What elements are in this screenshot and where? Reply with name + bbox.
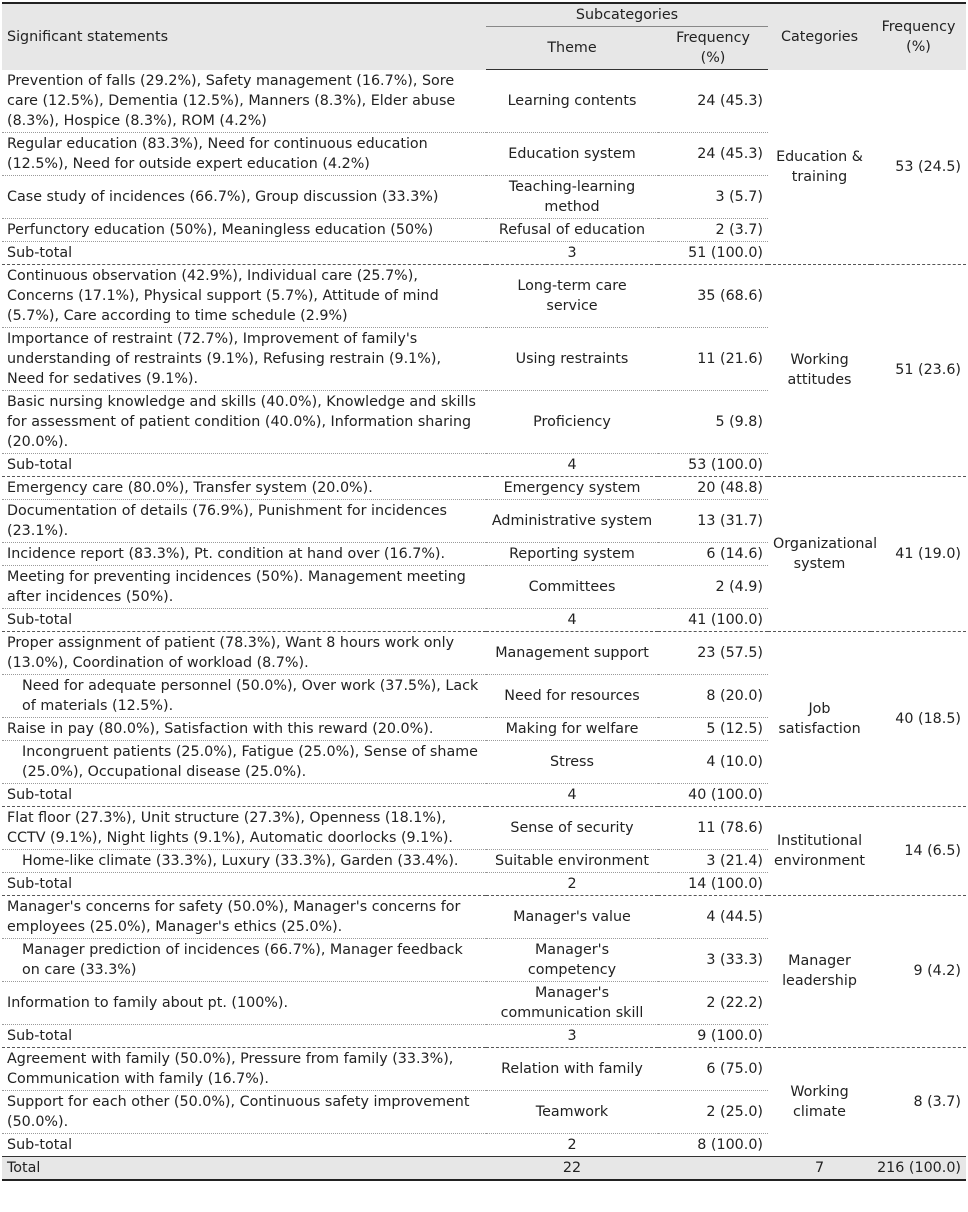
theme-cell: Stress (486, 740, 658, 783)
category-cell: Education & training (768, 70, 871, 265)
theme-cell: Teaching-learning method (486, 175, 658, 218)
statement-cell: Incidence report (83.3%), Pt. condition at hand over (16.7%). (2, 542, 486, 565)
subtotal-label: Sub-total (2, 1024, 486, 1047)
frequency-cell: 5 (12.5) (658, 717, 768, 740)
theme-cell: Proficiency (486, 390, 658, 453)
frequency-cell: 3 (21.4) (658, 849, 768, 872)
total-empty-cell (658, 1156, 768, 1180)
total-label: Total (2, 1156, 486, 1180)
theme-cell: Refusal of education (486, 218, 658, 241)
total-row (2, 1156, 966, 1180)
category-cell: Manager leadership (768, 895, 871, 1047)
category-cell: Working attitudes (768, 264, 871, 476)
frequency-cell: 13 (31.7) (658, 499, 768, 542)
theme-cell: Emergency system (486, 476, 658, 499)
theme-cell: Manager's value (486, 895, 658, 938)
header-theme: Theme (486, 27, 658, 70)
subtotal-frequency: 51 (100.0) (658, 241, 768, 264)
theme-cell: Learning contents (486, 70, 658, 133)
statement-cell: Information to family about pt. (100%). (2, 981, 486, 1024)
header-frequency (871, 3, 966, 70)
subtotal-label: Sub-total (2, 453, 486, 476)
header-significant-statements: Significant statements (2, 3, 486, 70)
total-category-count: 7 (768, 1156, 871, 1180)
statement-cell: Flat floor (27.3%), Unit structure (27.3%), Openness (18.1%), CCTV (9.1%), Night lights (9.1%), Automatic doorlocks (9.1%). (2, 806, 486, 849)
theme-cell: Manager's competency (486, 938, 658, 981)
theme-cell: Education system (486, 132, 658, 175)
subtotal-theme-count: 2 (486, 1133, 658, 1156)
table-row (2, 895, 966, 938)
frequency-cell: 2 (25.0) (658, 1090, 768, 1133)
category-frequency-cell: 8 (3.7) (871, 1047, 966, 1156)
table-row (2, 476, 966, 499)
theme-cell: Management support (486, 631, 658, 674)
qualitative-results-table (2, 2, 966, 1181)
theme-cell: Long-term care service (486, 264, 658, 327)
statement-cell: Home-like climate (33.3%), Luxury (33.3%), Garden (33.4%). (2, 849, 486, 872)
header-frequency-line2: (%) (906, 38, 931, 55)
subtotal-frequency: 14 (100.0) (658, 872, 768, 895)
statement-cell: Manager prediction of incidences (66.7%), Manager feedback on care (33.3%) (2, 938, 486, 981)
theme-cell: Sense of security (486, 806, 658, 849)
category-frequency-cell: 14 (6.5) (871, 806, 966, 895)
category-frequency-cell: 40 (18.5) (871, 631, 966, 806)
table-row (2, 1047, 966, 1090)
statement-cell: Regular education (83.3%), Need for continuous education (12.5%), Need for outside expert education (4.2%) (2, 132, 486, 175)
category-frequency-cell: 41 (19.0) (871, 476, 966, 631)
header-frequency-pct: Frequency (%) (658, 27, 768, 70)
statement-cell: Support for each other (50.0%), Continuous safety improvement (50.0%). (2, 1090, 486, 1133)
statement-cell: Agreement with family (50.0%), Pressure from family (33.3%), Communication with family (16.7%). (2, 1047, 486, 1090)
frequency-cell: 2 (4.9) (658, 565, 768, 608)
subtotal-frequency: 41 (100.0) (658, 608, 768, 631)
frequency-cell: 23 (57.5) (658, 631, 768, 674)
subtotal-theme-count: 3 (486, 1024, 658, 1047)
statement-cell: Continuous observation (42.9%), Individual care (25.7%), Concerns (17.1%), Physical support (5.7%), Attitude of mind (5.7%), Care according to time schedule (2.9%) (2, 264, 486, 327)
theme-cell: Using restraints (486, 327, 658, 390)
header-subcategories: Subcategories (486, 3, 768, 27)
category-cell: Working climate (768, 1047, 871, 1156)
frequency-cell: 3 (33.3) (658, 938, 768, 981)
subtotal-frequency: 53 (100.0) (658, 453, 768, 476)
frequency-cell: 2 (3.7) (658, 218, 768, 241)
subtotal-label: Sub-total (2, 241, 486, 264)
subtotal-label: Sub-total (2, 1133, 486, 1156)
frequency-cell: 2 (22.2) (658, 981, 768, 1024)
subtotal-label: Sub-total (2, 608, 486, 631)
theme-cell: Committees (486, 565, 658, 608)
theme-cell: Relation with family (486, 1047, 658, 1090)
frequency-cell: 3 (5.7) (658, 175, 768, 218)
table-row (2, 806, 966, 849)
statement-cell: Importance of restraint (72.7%), Improvement of family's understanding of restraints (9.1%), Refusing restrain (9.1%), Need for sedatives (9.1%). (2, 327, 486, 390)
frequency-cell: 20 (48.8) (658, 476, 768, 499)
statement-cell: Case study of incidences (66.7%), Group discussion (33.3%) (2, 175, 486, 218)
statement-cell: Proper assignment of patient (78.3%), Want 8 hours work only (13.0%), Coordination of workload (8.7%). (2, 631, 486, 674)
statement-cell: Basic nursing knowledge and skills (40.0%), Knowledge and skills for assessment of patient condition (40.0%), Information sharing (20.0%). (2, 390, 486, 453)
subtotal-theme-count: 2 (486, 872, 658, 895)
header-frequency-line1: Frequency (881, 18, 956, 35)
statement-cell: Prevention of falls (29.2%), Safety management (16.7%), Sore care (12.5%), Dementia (12.5%), Manners (8.3%), Elder abuse (8.3%), Hospice (8.3%), ROM (4.2%) (2, 70, 486, 133)
frequency-cell: 6 (75.0) (658, 1047, 768, 1090)
subtotal-frequency: 9 (100.0) (658, 1024, 768, 1047)
total-frequency: 216 (100.0) (871, 1156, 966, 1180)
category-cell: Job satisfaction (768, 631, 871, 806)
frequency-cell: 4 (10.0) (658, 740, 768, 783)
category-frequency-cell: 9 (4.2) (871, 895, 966, 1047)
subtotal-frequency: 8 (100.0) (658, 1133, 768, 1156)
statement-cell: Perfunctory education (50%), Meaningless education (50%) (2, 218, 486, 241)
category-cell: Institutional environment (768, 806, 871, 895)
frequency-cell: 24 (45.3) (658, 70, 768, 133)
statement-cell: Need for adequate personnel (50.0%), Over work (37.5%), Lack of materials (12.5%). (2, 674, 486, 717)
header-categories: Categories (768, 3, 871, 70)
total-theme-count: 22 (486, 1156, 658, 1180)
theme-cell: Manager's communication skill (486, 981, 658, 1024)
category-frequency-cell: 51 (23.6) (871, 264, 966, 476)
table-body (2, 70, 966, 1180)
frequency-cell: 8 (20.0) (658, 674, 768, 717)
theme-cell: Suitable environment (486, 849, 658, 872)
subtotal-label: Sub-total (2, 783, 486, 806)
statement-cell: Emergency care (80.0%), Transfer system (20.0%). (2, 476, 486, 499)
subtotal-frequency: 40 (100.0) (658, 783, 768, 806)
theme-cell: Teamwork (486, 1090, 658, 1133)
table-row (2, 70, 966, 133)
statement-cell: Incongruent patients (25.0%), Fatigue (25.0%), Sense of shame (25.0%), Occupational disease (25.0%). (2, 740, 486, 783)
subtotal-label: Sub-total (2, 872, 486, 895)
theme-cell: Need for resources (486, 674, 658, 717)
statement-cell: Manager's concerns for safety (50.0%), Manager's concerns for employees (25.0%), Manager's ethics (25.0%). (2, 895, 486, 938)
category-cell: Organizational system (768, 476, 871, 631)
frequency-cell: 35 (68.6) (658, 264, 768, 327)
subtotal-theme-count: 3 (486, 241, 658, 264)
theme-cell: Administrative system (486, 499, 658, 542)
subtotal-theme-count: 4 (486, 453, 658, 476)
subtotal-theme-count: 4 (486, 608, 658, 631)
frequency-cell: 5 (9.8) (658, 390, 768, 453)
subtotal-theme-count: 4 (486, 783, 658, 806)
frequency-cell: 24 (45.3) (658, 132, 768, 175)
statement-cell: Documentation of details (76.9%), Punishment for incidences (23.1%). (2, 499, 486, 542)
table-row (2, 264, 966, 327)
theme-cell: Reporting system (486, 542, 658, 565)
category-frequency-cell: 53 (24.5) (871, 70, 966, 265)
statement-cell: Meeting for preventing incidences (50%). Management meeting after incidences (50%). (2, 565, 486, 608)
frequency-cell: 11 (78.6) (658, 806, 768, 849)
frequency-cell: 4 (44.5) (658, 895, 768, 938)
frequency-cell: 11 (21.6) (658, 327, 768, 390)
theme-cell: Making for welfare (486, 717, 658, 740)
frequency-cell: 6 (14.6) (658, 542, 768, 565)
table-row (2, 631, 966, 674)
statement-cell: Raise in pay (80.0%), Satisfaction with this reward (20.0%). (2, 717, 486, 740)
